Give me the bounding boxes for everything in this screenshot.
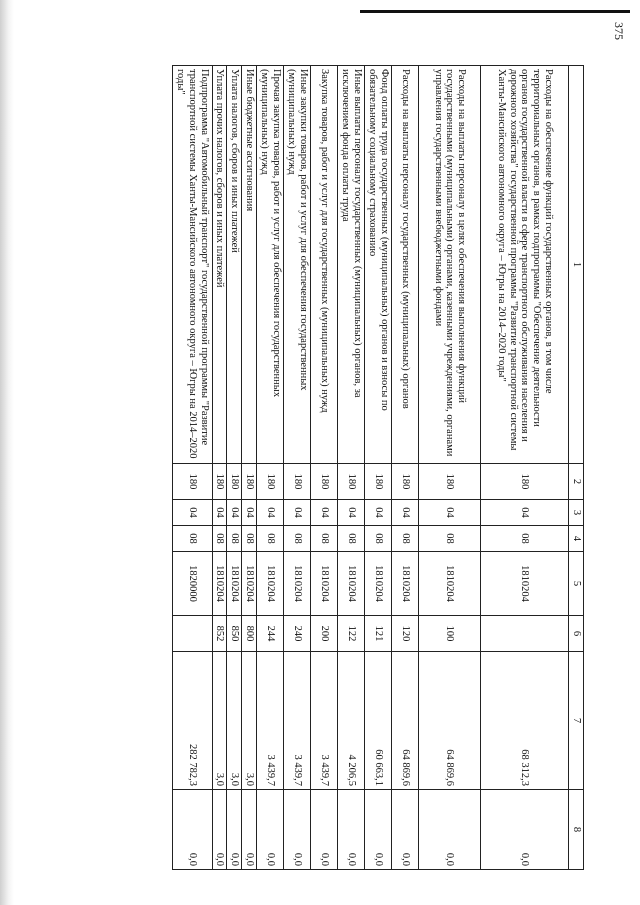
row-name-cell: Расходы на выплаты персоналу государственных (муниципальных) органов	[392, 66, 419, 464]
row-value-cell-c4: 08	[338, 526, 365, 552]
row-value-cell-c6: 240	[284, 616, 311, 652]
row-value-cell-c6: 800	[242, 616, 257, 652]
row-value-cell-c7: 3 439,7	[311, 652, 338, 790]
table-row	[419, 66, 481, 870]
col-header: 1	[569, 66, 584, 464]
row-value-cell-c7: 3,0	[227, 652, 242, 790]
row-value-cell-c6: 200	[311, 616, 338, 652]
row-value-cell-c8: 0,0	[257, 790, 284, 870]
budget-table-rotated	[94, 65, 584, 869]
row-value-cell-c3: 04	[227, 500, 242, 526]
row-value-cell-c4: 08	[365, 526, 392, 552]
row-value-cell-c7: 64 869,6	[419, 652, 481, 790]
table-row	[365, 66, 392, 870]
row-value-cell-c6	[172, 616, 212, 652]
col-header: 5	[569, 552, 584, 616]
row-value-cell-c5: 1810204	[365, 552, 392, 616]
row-value-cell-c2: 180	[419, 464, 481, 500]
row-value-cell-c6	[481, 616, 569, 652]
row-value-cell-c3: 04	[392, 500, 419, 526]
row-value-cell-c8: 0,0	[481, 790, 569, 870]
row-value-cell-c5: 1810204	[284, 552, 311, 616]
row-value-cell-c7: 3 439,7	[257, 652, 284, 790]
row-value-cell-c3: 04	[257, 500, 284, 526]
row-name-cell: Закупка товаров, работ и услуг для государственных (муниципальных) нужд	[311, 66, 338, 464]
row-value-cell-c8: 0,0	[365, 790, 392, 870]
row-value-cell-c5: 1810204	[338, 552, 365, 616]
row-value-cell-c4: 08	[392, 526, 419, 552]
row-value-cell-c4: 08	[311, 526, 338, 552]
row-value-cell-c7: 64 869,6	[392, 652, 419, 790]
row-value-cell-c3: 04	[338, 500, 365, 526]
row-name-cell: Прочая закупка товаров, работ и услуг для обеспечения государственных (муниципальных) нужд	[257, 66, 284, 464]
row-value-cell-c4: 08	[227, 526, 242, 552]
table-row	[242, 66, 257, 870]
table-row	[212, 66, 227, 870]
row-value-cell-c4: 08	[212, 526, 227, 552]
row-value-cell-c7: 3,0	[242, 652, 257, 790]
table-row	[338, 66, 365, 870]
row-value-cell-c3: 04	[481, 500, 569, 526]
header-rule	[360, 10, 630, 13]
table-row	[481, 66, 569, 870]
table-row	[392, 66, 419, 870]
col-header: 4	[569, 526, 584, 552]
row-value-cell-c4: 08	[481, 526, 569, 552]
table-row	[257, 66, 284, 870]
row-value-cell-c3: 04	[419, 500, 481, 526]
row-value-cell-c2: 180	[311, 464, 338, 500]
row-value-cell-c8: 0,0	[311, 790, 338, 870]
row-value-cell-c3: 04	[242, 500, 257, 526]
row-value-cell-c4: 08	[284, 526, 311, 552]
row-value-cell-c8: 0,0	[227, 790, 242, 870]
row-value-cell-c7: 282 782,3	[172, 652, 212, 790]
row-value-cell-c7: 68 312,3	[481, 652, 569, 790]
row-value-cell-c6: 120	[392, 616, 419, 652]
page-number: 375	[612, 22, 626, 40]
col-header: 3	[569, 500, 584, 526]
row-value-cell-c2: 180	[392, 464, 419, 500]
row-value-cell-c8: 0,0	[419, 790, 481, 870]
table-row	[227, 66, 242, 870]
row-name-cell: Уплата прочих налогов, сборов и иных платежей	[212, 66, 227, 464]
row-value-cell-c2: 180	[284, 464, 311, 500]
row-value-cell-c2: 180	[481, 464, 569, 500]
row-name-cell: Иные закупки товаров, работ и услуг для обеспечения государственных (муниципальных) нужд	[284, 66, 311, 464]
row-value-cell-c2: 180	[365, 464, 392, 500]
row-value-cell-c6: 121	[365, 616, 392, 652]
row-value-cell-c8: 0,0	[284, 790, 311, 870]
row-value-cell-c7: 60 663,1	[365, 652, 392, 790]
row-value-cell-c5: 1810204	[242, 552, 257, 616]
row-value-cell-c7: 4 206,5	[338, 652, 365, 790]
row-value-cell-c2: 180	[172, 464, 212, 500]
row-value-cell-c3: 04	[172, 500, 212, 526]
table-row	[284, 66, 311, 870]
row-value-cell-c5: 1820000	[172, 552, 212, 616]
row-value-cell-c5: 1810204	[481, 552, 569, 616]
col-header: 2	[569, 464, 584, 500]
table-header-row	[569, 66, 584, 870]
row-value-cell-c4: 08	[172, 526, 212, 552]
row-value-cell-c8: 0,0	[242, 790, 257, 870]
row-value-cell-c5: 1810204	[311, 552, 338, 616]
table-row	[311, 66, 338, 870]
row-value-cell-c2: 180	[212, 464, 227, 500]
row-value-cell-c5: 1810204	[392, 552, 419, 616]
row-value-cell-c2: 180	[242, 464, 257, 500]
row-name-cell: Расходы на обеспечение функций государственных органов, в том числе территориальных органов, в рамках подпрограммы "Обеспечение деятельности органов государственной власти в сфере транспортного обслуживания населения и дорожного хозяйства" государственной программы "Развитие транспортной системы Ханты-Мансийского автономного округа – Югры на 2014–2020 годы"	[481, 66, 569, 464]
row-value-cell-c5: 1810204	[257, 552, 284, 616]
row-value-cell-c5: 1810204	[212, 552, 227, 616]
row-value-cell-c2: 180	[257, 464, 284, 500]
table-row	[172, 66, 212, 870]
row-name-cell: Фонд оплаты труда государственных (муниципальных) органов и взносы по обязательному социальному страхованию	[365, 66, 392, 464]
row-value-cell-c8: 0,0	[338, 790, 365, 870]
col-header: 8	[569, 790, 584, 870]
row-value-cell-c3: 04	[284, 500, 311, 526]
row-name-cell: Расходы на выплаты персоналу в целях обеспечения выполнения функций государственными (муниципальными) органами, казенными учреждениями, органами управления государственными внебюджетными фондами	[419, 66, 481, 464]
row-value-cell-c3: 04	[365, 500, 392, 526]
row-name-cell: Подпрограмма "Автомобильный транспорт" государственной программы "Развитие транспортной системы Ханты-Мансийского автономного округа – Югры на 2014–2020 годы"	[172, 66, 212, 464]
row-value-cell-c5: 1810204	[419, 552, 481, 616]
row-value-cell-c5: 1810204	[227, 552, 242, 616]
row-name-cell: Уплата налогов, сборов и иных платежей	[227, 66, 242, 464]
budget-table	[172, 65, 584, 870]
row-value-cell-c7: 3 439,7	[284, 652, 311, 790]
row-value-cell-c6: 100	[419, 616, 481, 652]
row-value-cell-c3: 04	[311, 500, 338, 526]
row-value-cell-c7: 3,0	[212, 652, 227, 790]
row-value-cell-c2: 180	[338, 464, 365, 500]
row-value-cell-c6: 122	[338, 616, 365, 652]
row-value-cell-c6: 852	[212, 616, 227, 652]
row-value-cell-c6: 850	[227, 616, 242, 652]
row-value-cell-c4: 08	[242, 526, 257, 552]
row-value-cell-c8: 0,0	[392, 790, 419, 870]
row-name-cell: Иные бюджетные ассигнования	[242, 66, 257, 464]
row-value-cell-c2: 180	[227, 464, 242, 500]
row-value-cell-c4: 08	[419, 526, 481, 552]
row-value-cell-c3: 04	[212, 500, 227, 526]
row-name-cell: Иные выплаты персоналу государственных (муниципальных) органов, за исключением фонда оплаты труда	[338, 66, 365, 464]
col-header: 6	[569, 616, 584, 652]
row-value-cell-c4: 08	[257, 526, 284, 552]
row-value-cell-c8: 0,0	[212, 790, 227, 870]
row-value-cell-c8: 0,0	[172, 790, 212, 870]
row-value-cell-c6: 244	[257, 616, 284, 652]
col-header: 7	[569, 652, 584, 790]
scan-edge-shadow	[0, 0, 14, 905]
